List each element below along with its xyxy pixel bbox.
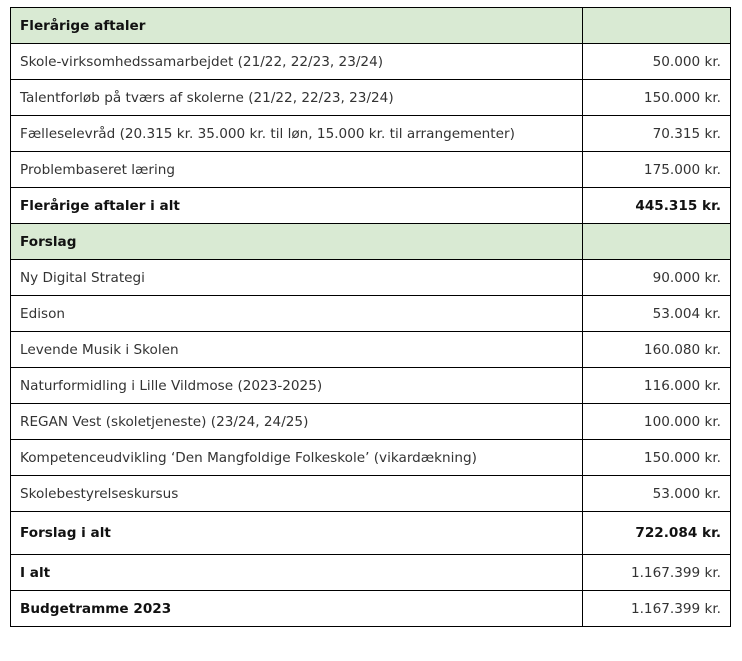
section-total-row: [11, 512, 731, 555]
budget-table: [10, 7, 731, 627]
section-total-label: Flerårige aftaler i alt: [11, 188, 583, 224]
table-row: [11, 116, 731, 152]
item-label: Naturformidling i Lille Vildmose (2023-2025): [11, 368, 583, 404]
item-label: Levende Musik i Skolen: [11, 332, 583, 368]
item-label: REGAN Vest (skoletjeneste) (23/24, 24/25): [11, 404, 583, 440]
item-label: Edison: [11, 296, 583, 332]
item-label: Kompetenceudvikling ‘Den Mangfoldige Folkeskole’ (vikardækning): [11, 440, 583, 476]
section-header-row: [11, 224, 731, 260]
section-amount-empty: [583, 224, 731, 260]
table-row: [11, 80, 731, 116]
table-row: [11, 296, 731, 332]
item-amount: 100.000 kr.: [583, 404, 731, 440]
item-amount: 53.004 kr.: [583, 296, 731, 332]
section-total-row: [11, 188, 731, 224]
item-label: Problembaseret læring: [11, 152, 583, 188]
item-amount: 50.000 kr.: [583, 44, 731, 80]
item-amount: 150.000 kr.: [583, 80, 731, 116]
table-row: [11, 260, 731, 296]
item-label: Skole-virksomhedssamarbejdet (21/22, 22/23, 23/24): [11, 44, 583, 80]
item-amount: 175.000 kr.: [583, 152, 731, 188]
table-row: [11, 440, 731, 476]
table-row: [11, 332, 731, 368]
item-amount: 90.000 kr.: [583, 260, 731, 296]
item-amount: 150.000 kr.: [583, 440, 731, 476]
item-amount: 160.080 kr.: [583, 332, 731, 368]
grand-total-label: I alt: [11, 555, 583, 591]
table-row: [11, 368, 731, 404]
table-row: [11, 44, 731, 80]
budget-frame-label: Budgetramme 2023: [11, 591, 583, 627]
item-label: Skolebestyrelseskursus: [11, 476, 583, 512]
section-title: Flerårige aftaler: [11, 8, 583, 44]
grand-total-row: [11, 555, 731, 591]
item-label: Talentforløb på tværs af skolerne (21/22, 22/23, 23/24): [11, 80, 583, 116]
section-title: Forslag: [11, 224, 583, 260]
budget-table-container: [10, 7, 731, 627]
section-total-amount: 722.084 kr.: [583, 512, 731, 555]
item-amount: 70.315 kr.: [583, 116, 731, 152]
item-label: Ny Digital Strategi: [11, 260, 583, 296]
section-amount-empty: [583, 8, 731, 44]
table-row: [11, 476, 731, 512]
section-header-row: [11, 8, 731, 44]
budget-frame-row: [11, 591, 731, 627]
grand-total-amount: 1.167.399 kr.: [583, 555, 731, 591]
item-amount: 116.000 kr.: [583, 368, 731, 404]
item-label: Fælleselevråd (20.315 kr. 35.000 kr. til løn, 15.000 kr. til arrangementer): [11, 116, 583, 152]
table-row: [11, 404, 731, 440]
table-row: [11, 152, 731, 188]
section-total-amount: 445.315 kr.: [583, 188, 731, 224]
item-amount: 53.000 kr.: [583, 476, 731, 512]
section-total-label: Forslag i alt: [11, 512, 583, 555]
budget-frame-amount: 1.167.399 kr.: [583, 591, 731, 627]
